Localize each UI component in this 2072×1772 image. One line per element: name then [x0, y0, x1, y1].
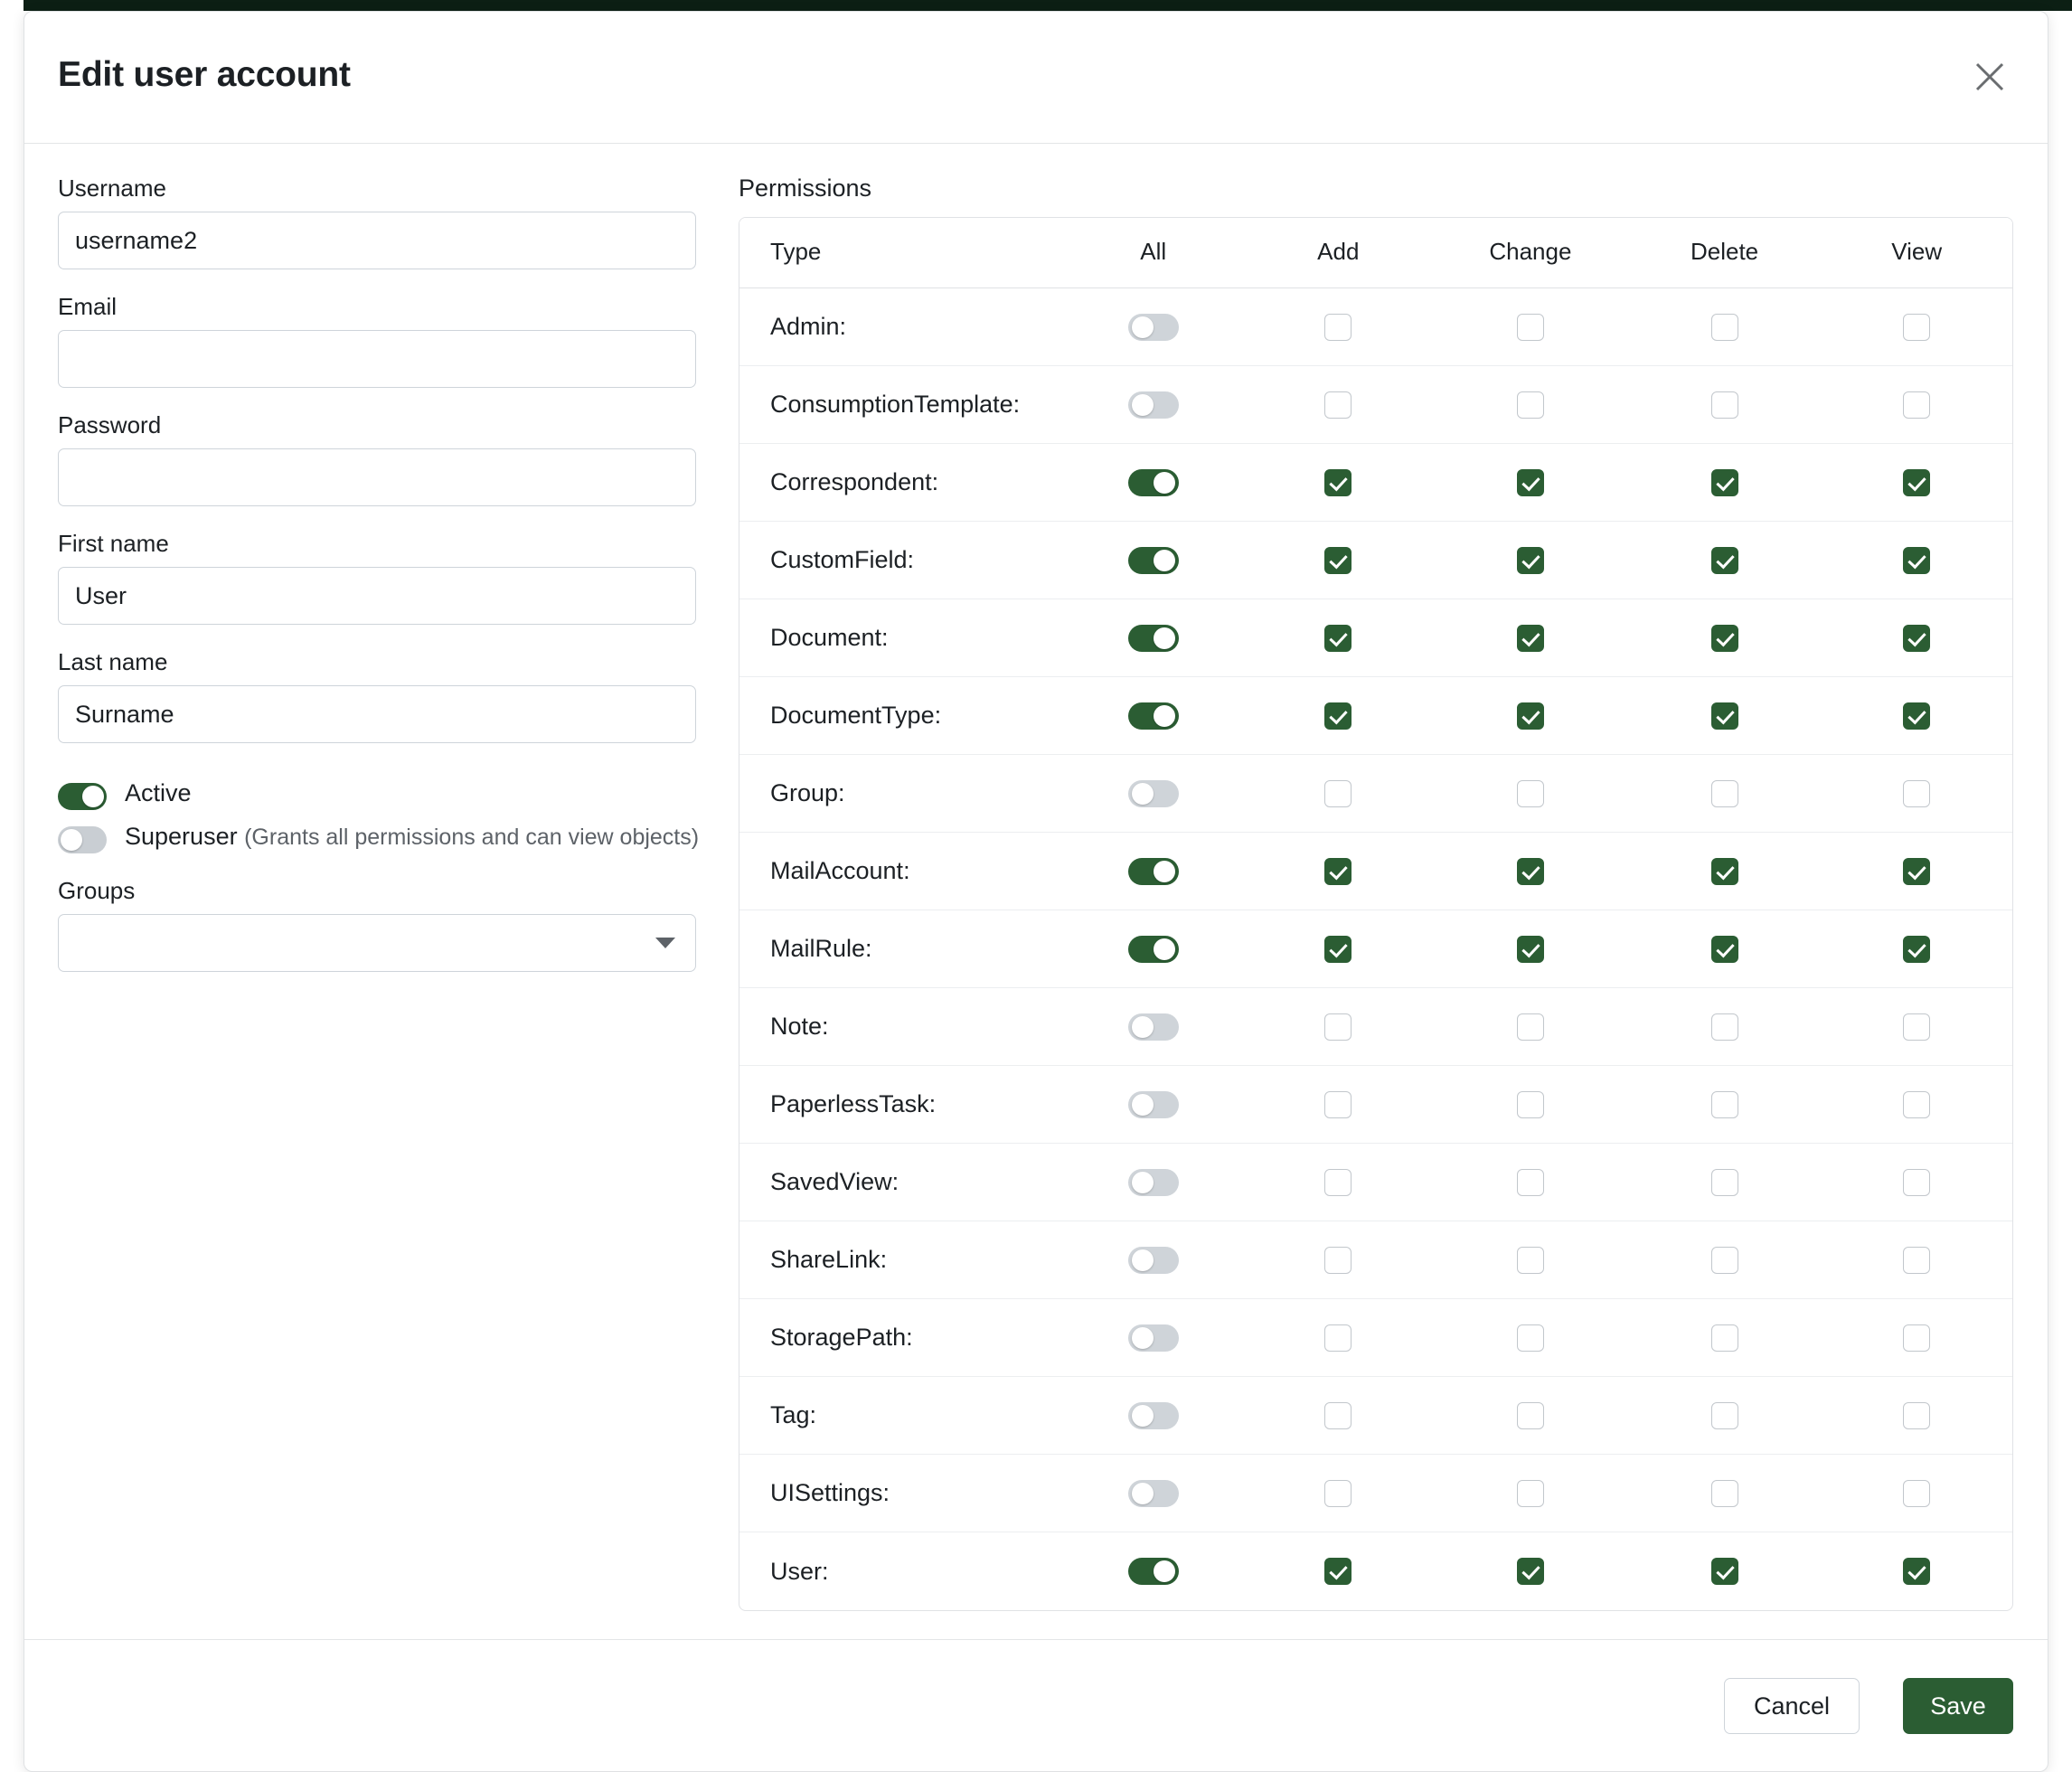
- permission-type-label: Group:: [739, 755, 1063, 833]
- permission-all-cell: [1063, 288, 1244, 366]
- permission-delete-checkbox[interactable]: [1711, 469, 1738, 496]
- permission-view-cell: [1821, 1377, 2012, 1455]
- dialog-header: [24, 12, 2048, 144]
- table-row: [739, 1066, 2012, 1144]
- edit-user-account-dialog: [24, 11, 2048, 1772]
- permission-type-label: ConsumptionTemplate:: [739, 366, 1063, 444]
- permission-view-checkbox[interactable]: [1903, 1402, 1930, 1429]
- permission-delete-checkbox[interactable]: [1711, 1558, 1738, 1585]
- permission-add-cell: [1244, 988, 1434, 1066]
- permission-type-label: CustomField:: [739, 522, 1063, 599]
- permission-add-checkbox[interactable]: [1324, 391, 1352, 419]
- permission-delete-checkbox[interactable]: [1711, 1169, 1738, 1196]
- permission-add-checkbox[interactable]: [1324, 625, 1352, 652]
- permission-change-cell: [1433, 288, 1628, 366]
- permission-view-checkbox[interactable]: [1903, 780, 1930, 807]
- table-row: [739, 1299, 2012, 1377]
- table-row: [739, 910, 2012, 988]
- column-header-change: Change: [1433, 218, 1628, 288]
- permission-change-checkbox[interactable]: [1517, 1480, 1544, 1507]
- permission-add-cell: [1244, 1377, 1434, 1455]
- permissions-header-row: [739, 218, 2012, 288]
- username-label: Username: [58, 174, 166, 202]
- permission-view-checkbox[interactable]: [1903, 1558, 1930, 1585]
- table-row: [739, 366, 2012, 444]
- first-name-input[interactable]: [58, 567, 696, 625]
- permission-view-cell: [1821, 1299, 2012, 1377]
- permission-delete-cell: [1628, 599, 1822, 677]
- permission-view-checkbox[interactable]: [1903, 469, 1930, 496]
- user-form: [58, 174, 700, 972]
- permission-all-cell: [1063, 910, 1244, 988]
- dialog-footer: [24, 1639, 2048, 1771]
- table-row: [739, 522, 2012, 599]
- permission-delete-checkbox[interactable]: [1711, 1247, 1738, 1274]
- cancel-button[interactable]: Cancel: [1724, 1678, 1860, 1734]
- permission-add-cell: [1244, 522, 1434, 599]
- permission-all-toggle[interactable]: [1128, 780, 1179, 807]
- permission-all-cell: [1063, 755, 1244, 833]
- permission-add-cell: [1244, 1455, 1434, 1532]
- superuser-toggle[interactable]: [58, 826, 107, 853]
- permission-view-checkbox[interactable]: [1903, 1480, 1930, 1507]
- permission-all-toggle[interactable]: [1128, 1480, 1179, 1507]
- permission-all-cell: [1063, 1299, 1244, 1377]
- permission-delete-cell: [1628, 288, 1822, 366]
- permission-all-toggle[interactable]: [1128, 1169, 1179, 1196]
- permission-all-cell: [1063, 677, 1244, 755]
- permission-view-cell: [1821, 288, 2012, 366]
- permission-all-cell: [1063, 1377, 1244, 1455]
- permission-all-toggle[interactable]: [1128, 936, 1179, 963]
- table-row: [739, 1377, 2012, 1455]
- permission-delete-checkbox[interactable]: [1711, 1480, 1738, 1507]
- permission-view-cell: [1821, 988, 2012, 1066]
- permission-change-cell: [1433, 1299, 1628, 1377]
- permission-add-cell: [1244, 288, 1434, 366]
- permission-view-checkbox[interactable]: [1903, 1247, 1930, 1274]
- permission-add-cell: [1244, 1299, 1434, 1377]
- permission-all-toggle[interactable]: [1128, 702, 1179, 730]
- permission-view-cell: [1821, 444, 2012, 522]
- first-name-label: First name: [58, 530, 169, 557]
- permission-add-checkbox[interactable]: [1324, 1480, 1352, 1507]
- permission-delete-cell: [1628, 910, 1822, 988]
- permission-delete-checkbox[interactable]: [1711, 1402, 1738, 1429]
- permission-change-cell: [1433, 1532, 1628, 1610]
- superuser-label: [125, 821, 699, 853]
- permission-delete-cell: [1628, 522, 1822, 599]
- last-name-label: Last name: [58, 648, 168, 675]
- permission-view-checkbox[interactable]: [1903, 625, 1930, 652]
- permission-type-label: Correspondent:: [739, 444, 1063, 522]
- table-row: [739, 1221, 2012, 1299]
- table-row: [739, 1532, 2012, 1610]
- permissions-section: [739, 174, 2013, 1611]
- chevron-down-icon: [655, 938, 675, 948]
- permission-view-cell: [1821, 833, 2012, 910]
- permission-change-cell: [1433, 366, 1628, 444]
- permission-change-cell: [1433, 522, 1628, 599]
- permission-change-cell: [1433, 677, 1628, 755]
- permission-change-cell: [1433, 444, 1628, 522]
- table-row: [739, 988, 2012, 1066]
- permission-delete-cell: [1628, 1455, 1822, 1532]
- permissions-title: Permissions: [739, 174, 872, 202]
- permission-view-checkbox[interactable]: [1903, 547, 1930, 574]
- permission-add-checkbox[interactable]: [1324, 469, 1352, 496]
- permission-change-cell: [1433, 988, 1628, 1066]
- permission-add-cell: [1244, 833, 1434, 910]
- permission-all-cell: [1063, 444, 1244, 522]
- permission-view-checkbox[interactable]: [1903, 702, 1930, 730]
- permission-change-checkbox[interactable]: [1517, 547, 1544, 574]
- permission-add-checkbox[interactable]: [1324, 314, 1352, 341]
- permission-view-checkbox[interactable]: [1903, 1091, 1930, 1118]
- permission-add-checkbox[interactable]: [1324, 1013, 1352, 1041]
- permission-change-cell: [1433, 910, 1628, 988]
- permission-delete-cell: [1628, 755, 1822, 833]
- permission-all-toggle[interactable]: [1128, 547, 1179, 574]
- permission-type-label: Document:: [739, 599, 1063, 677]
- permission-change-checkbox[interactable]: [1517, 1324, 1544, 1352]
- permission-add-checkbox[interactable]: [1324, 1091, 1352, 1118]
- permission-type-label: SavedView:: [739, 1144, 1063, 1221]
- permission-add-checkbox[interactable]: [1324, 1402, 1352, 1429]
- permission-all-toggle[interactable]: [1128, 1091, 1179, 1118]
- table-row: [739, 677, 2012, 755]
- permission-change-checkbox[interactable]: [1517, 780, 1544, 807]
- permission-change-checkbox[interactable]: [1517, 1013, 1544, 1041]
- permission-type-label: Note:: [739, 988, 1063, 1066]
- email-label: Email: [58, 293, 118, 320]
- permission-change-checkbox[interactable]: [1517, 1558, 1544, 1585]
- permission-change-checkbox[interactable]: [1517, 314, 1544, 341]
- permission-type-label: MailRule:: [739, 910, 1063, 988]
- dialog-title: Edit user account: [58, 55, 351, 94]
- permission-all-cell: [1063, 1144, 1244, 1221]
- permission-delete-cell: [1628, 1066, 1822, 1144]
- permission-all-toggle[interactable]: [1128, 625, 1179, 652]
- permission-view-checkbox[interactable]: [1903, 1169, 1930, 1196]
- permission-delete-checkbox[interactable]: [1711, 547, 1738, 574]
- permission-add-cell: [1244, 366, 1434, 444]
- permission-add-checkbox[interactable]: [1324, 702, 1352, 730]
- superuser-hint: (Grants all permissions and can view objects): [244, 825, 700, 850]
- superuser-toggle-row: [58, 821, 700, 853]
- permission-all-toggle[interactable]: [1128, 469, 1179, 496]
- permission-add-cell: [1244, 1221, 1434, 1299]
- permission-view-cell: [1821, 1221, 2012, 1299]
- permission-change-checkbox[interactable]: [1517, 469, 1544, 496]
- permission-all-cell: [1063, 1221, 1244, 1299]
- permission-add-cell: [1244, 1144, 1434, 1221]
- permission-view-cell: [1821, 677, 2012, 755]
- permission-all-cell: [1063, 1066, 1244, 1144]
- permission-type-label: PaperlessTask:: [739, 1066, 1063, 1144]
- permission-all-cell: [1063, 1532, 1244, 1610]
- permission-view-checkbox[interactable]: [1903, 314, 1930, 341]
- table-row: [739, 599, 2012, 677]
- permission-type-label: StoragePath:: [739, 1299, 1063, 1377]
- permission-delete-checkbox[interactable]: [1711, 391, 1738, 419]
- permission-view-cell: [1821, 599, 2012, 677]
- table-row: [739, 444, 2012, 522]
- permission-view-checkbox[interactable]: [1903, 936, 1930, 963]
- table-row: [739, 1144, 2012, 1221]
- permission-delete-cell: [1628, 1144, 1822, 1221]
- permission-add-cell: [1244, 1532, 1434, 1610]
- table-row: [739, 288, 2012, 366]
- permission-add-cell: [1244, 1066, 1434, 1144]
- permission-change-cell: [1433, 1221, 1628, 1299]
- table-row: [739, 755, 2012, 833]
- permission-add-checkbox[interactable]: [1324, 1558, 1352, 1585]
- close-icon[interactable]: [1968, 55, 2011, 99]
- permission-all-cell: [1063, 599, 1244, 677]
- permission-type-label: DocumentType:: [739, 677, 1063, 755]
- permission-view-cell: [1821, 1532, 2012, 1610]
- permission-add-cell: [1244, 677, 1434, 755]
- permission-delete-checkbox[interactable]: [1711, 314, 1738, 341]
- permission-add-checkbox[interactable]: [1324, 1247, 1352, 1274]
- permission-delete-cell: [1628, 677, 1822, 755]
- dialog-body: [24, 144, 2048, 1640]
- permission-change-cell: [1433, 755, 1628, 833]
- password-label: Password: [58, 411, 162, 438]
- permission-view-checkbox[interactable]: [1903, 1324, 1930, 1352]
- column-header-delete: Delete: [1628, 218, 1822, 288]
- permission-add-cell: [1244, 755, 1434, 833]
- active-label: Active: [125, 779, 192, 806]
- permission-all-toggle[interactable]: [1128, 314, 1179, 341]
- permission-add-cell: [1244, 444, 1434, 522]
- column-header-type: Type: [739, 218, 1063, 288]
- permission-delete-checkbox[interactable]: [1711, 702, 1738, 730]
- permission-type-label: Admin:: [739, 288, 1063, 366]
- permission-change-checkbox[interactable]: [1517, 702, 1544, 730]
- password-input[interactable]: [58, 448, 696, 506]
- permission-delete-checkbox[interactable]: [1711, 780, 1738, 807]
- permission-delete-checkbox[interactable]: [1711, 858, 1738, 885]
- permission-delete-cell: [1628, 444, 1822, 522]
- column-header-view: View: [1821, 218, 2012, 288]
- permission-delete-cell: [1628, 1299, 1822, 1377]
- permission-add-checkbox[interactable]: [1324, 936, 1352, 963]
- superuser-label-text: Superuser: [125, 823, 238, 850]
- permission-change-cell: [1433, 1066, 1628, 1144]
- permission-delete-checkbox[interactable]: [1711, 1091, 1738, 1118]
- permission-type-label: Tag:: [739, 1377, 1063, 1455]
- permission-all-cell: [1063, 1455, 1244, 1532]
- permission-all-toggle[interactable]: [1128, 858, 1179, 885]
- browser-chrome-strip: [0, 0, 2072, 11]
- permission-all-toggle[interactable]: [1128, 1558, 1179, 1585]
- permission-change-cell: [1433, 1377, 1628, 1455]
- permission-delete-cell: [1628, 366, 1822, 444]
- table-row: [739, 833, 2012, 910]
- permission-add-checkbox[interactable]: [1324, 858, 1352, 885]
- permission-view-cell: [1821, 1144, 2012, 1221]
- permission-change-checkbox[interactable]: [1517, 936, 1544, 963]
- permission-view-cell: [1821, 910, 2012, 988]
- permission-change-checkbox[interactable]: [1517, 391, 1544, 419]
- permission-all-cell: [1063, 833, 1244, 910]
- active-toggle-row: [58, 778, 700, 810]
- permission-type-label: User:: [770, 1557, 829, 1585]
- permission-view-checkbox[interactable]: [1903, 858, 1930, 885]
- permission-type-label: ShareLink:: [739, 1221, 1063, 1299]
- page-left-margin: [0, 0, 24, 1772]
- permission-change-checkbox[interactable]: [1517, 1169, 1544, 1196]
- permission-change-checkbox[interactable]: [1517, 625, 1544, 652]
- permission-all-cell: [1063, 522, 1244, 599]
- permission-change-checkbox[interactable]: [1517, 1091, 1544, 1118]
- table-row: [739, 1455, 2012, 1532]
- permission-view-checkbox[interactable]: [1903, 391, 1930, 419]
- permission-add-checkbox[interactable]: [1324, 547, 1352, 574]
- permission-delete-checkbox[interactable]: [1711, 936, 1738, 963]
- permission-view-cell: [1821, 1455, 2012, 1532]
- permission-all-cell: [1063, 366, 1244, 444]
- permission-view-cell: [1821, 755, 2012, 833]
- permission-delete-cell: [1628, 1377, 1822, 1455]
- permission-add-cell: [1244, 599, 1434, 677]
- permission-change-checkbox[interactable]: [1517, 1247, 1544, 1274]
- groups-label: Groups: [58, 877, 136, 904]
- permission-view-checkbox[interactable]: [1903, 1013, 1930, 1041]
- permission-all-toggle[interactable]: [1128, 1324, 1179, 1352]
- permissions-table: [739, 217, 2013, 1611]
- permission-view-cell: [1821, 522, 2012, 599]
- permission-delete-checkbox[interactable]: [1711, 1013, 1738, 1041]
- permission-all-toggle[interactable]: [1128, 391, 1179, 419]
- column-header-all: All: [1063, 218, 1244, 288]
- permission-change-cell: [1433, 1144, 1628, 1221]
- permission-add-cell: [1244, 910, 1434, 988]
- permission-add-checkbox[interactable]: [1324, 1324, 1352, 1352]
- permission-all-toggle[interactable]: [1128, 1013, 1179, 1041]
- permission-all-cell: [1063, 988, 1244, 1066]
- permission-view-cell: [1821, 366, 2012, 444]
- active-toggle[interactable]: [58, 783, 107, 810]
- permission-add-checkbox[interactable]: [1324, 1169, 1352, 1196]
- permission-delete-checkbox[interactable]: [1711, 1324, 1738, 1352]
- email-input[interactable]: [58, 330, 696, 388]
- permission-delete-checkbox[interactable]: [1711, 625, 1738, 652]
- permission-type-label: MailAccount:: [739, 833, 1063, 910]
- permission-delete-cell: [1628, 1221, 1822, 1299]
- permission-all-toggle[interactable]: [1128, 1402, 1179, 1429]
- permission-delete-cell: [1628, 833, 1822, 910]
- permission-change-checkbox[interactable]: [1517, 1402, 1544, 1429]
- permissions-body: [739, 288, 2012, 1610]
- permission-delete-cell: [1628, 1532, 1822, 1610]
- permission-add-checkbox[interactable]: [1324, 780, 1352, 807]
- save-button[interactable]: Save: [1903, 1678, 2013, 1734]
- permission-change-cell: [1433, 833, 1628, 910]
- username-input[interactable]: [58, 212, 696, 269]
- permission-delete-cell: [1628, 988, 1822, 1066]
- column-header-add: Add: [1244, 218, 1434, 288]
- permission-change-cell: [1433, 599, 1628, 677]
- permission-all-toggle[interactable]: [1128, 1247, 1179, 1274]
- permission-type-label: UISettings:: [739, 1455, 1063, 1532]
- permission-view-cell: [1821, 1066, 2012, 1144]
- last-name-input[interactable]: [58, 685, 696, 743]
- permission-change-cell: [1433, 1455, 1628, 1532]
- permission-change-checkbox[interactable]: [1517, 858, 1544, 885]
- groups-select[interactable]: [58, 914, 696, 972]
